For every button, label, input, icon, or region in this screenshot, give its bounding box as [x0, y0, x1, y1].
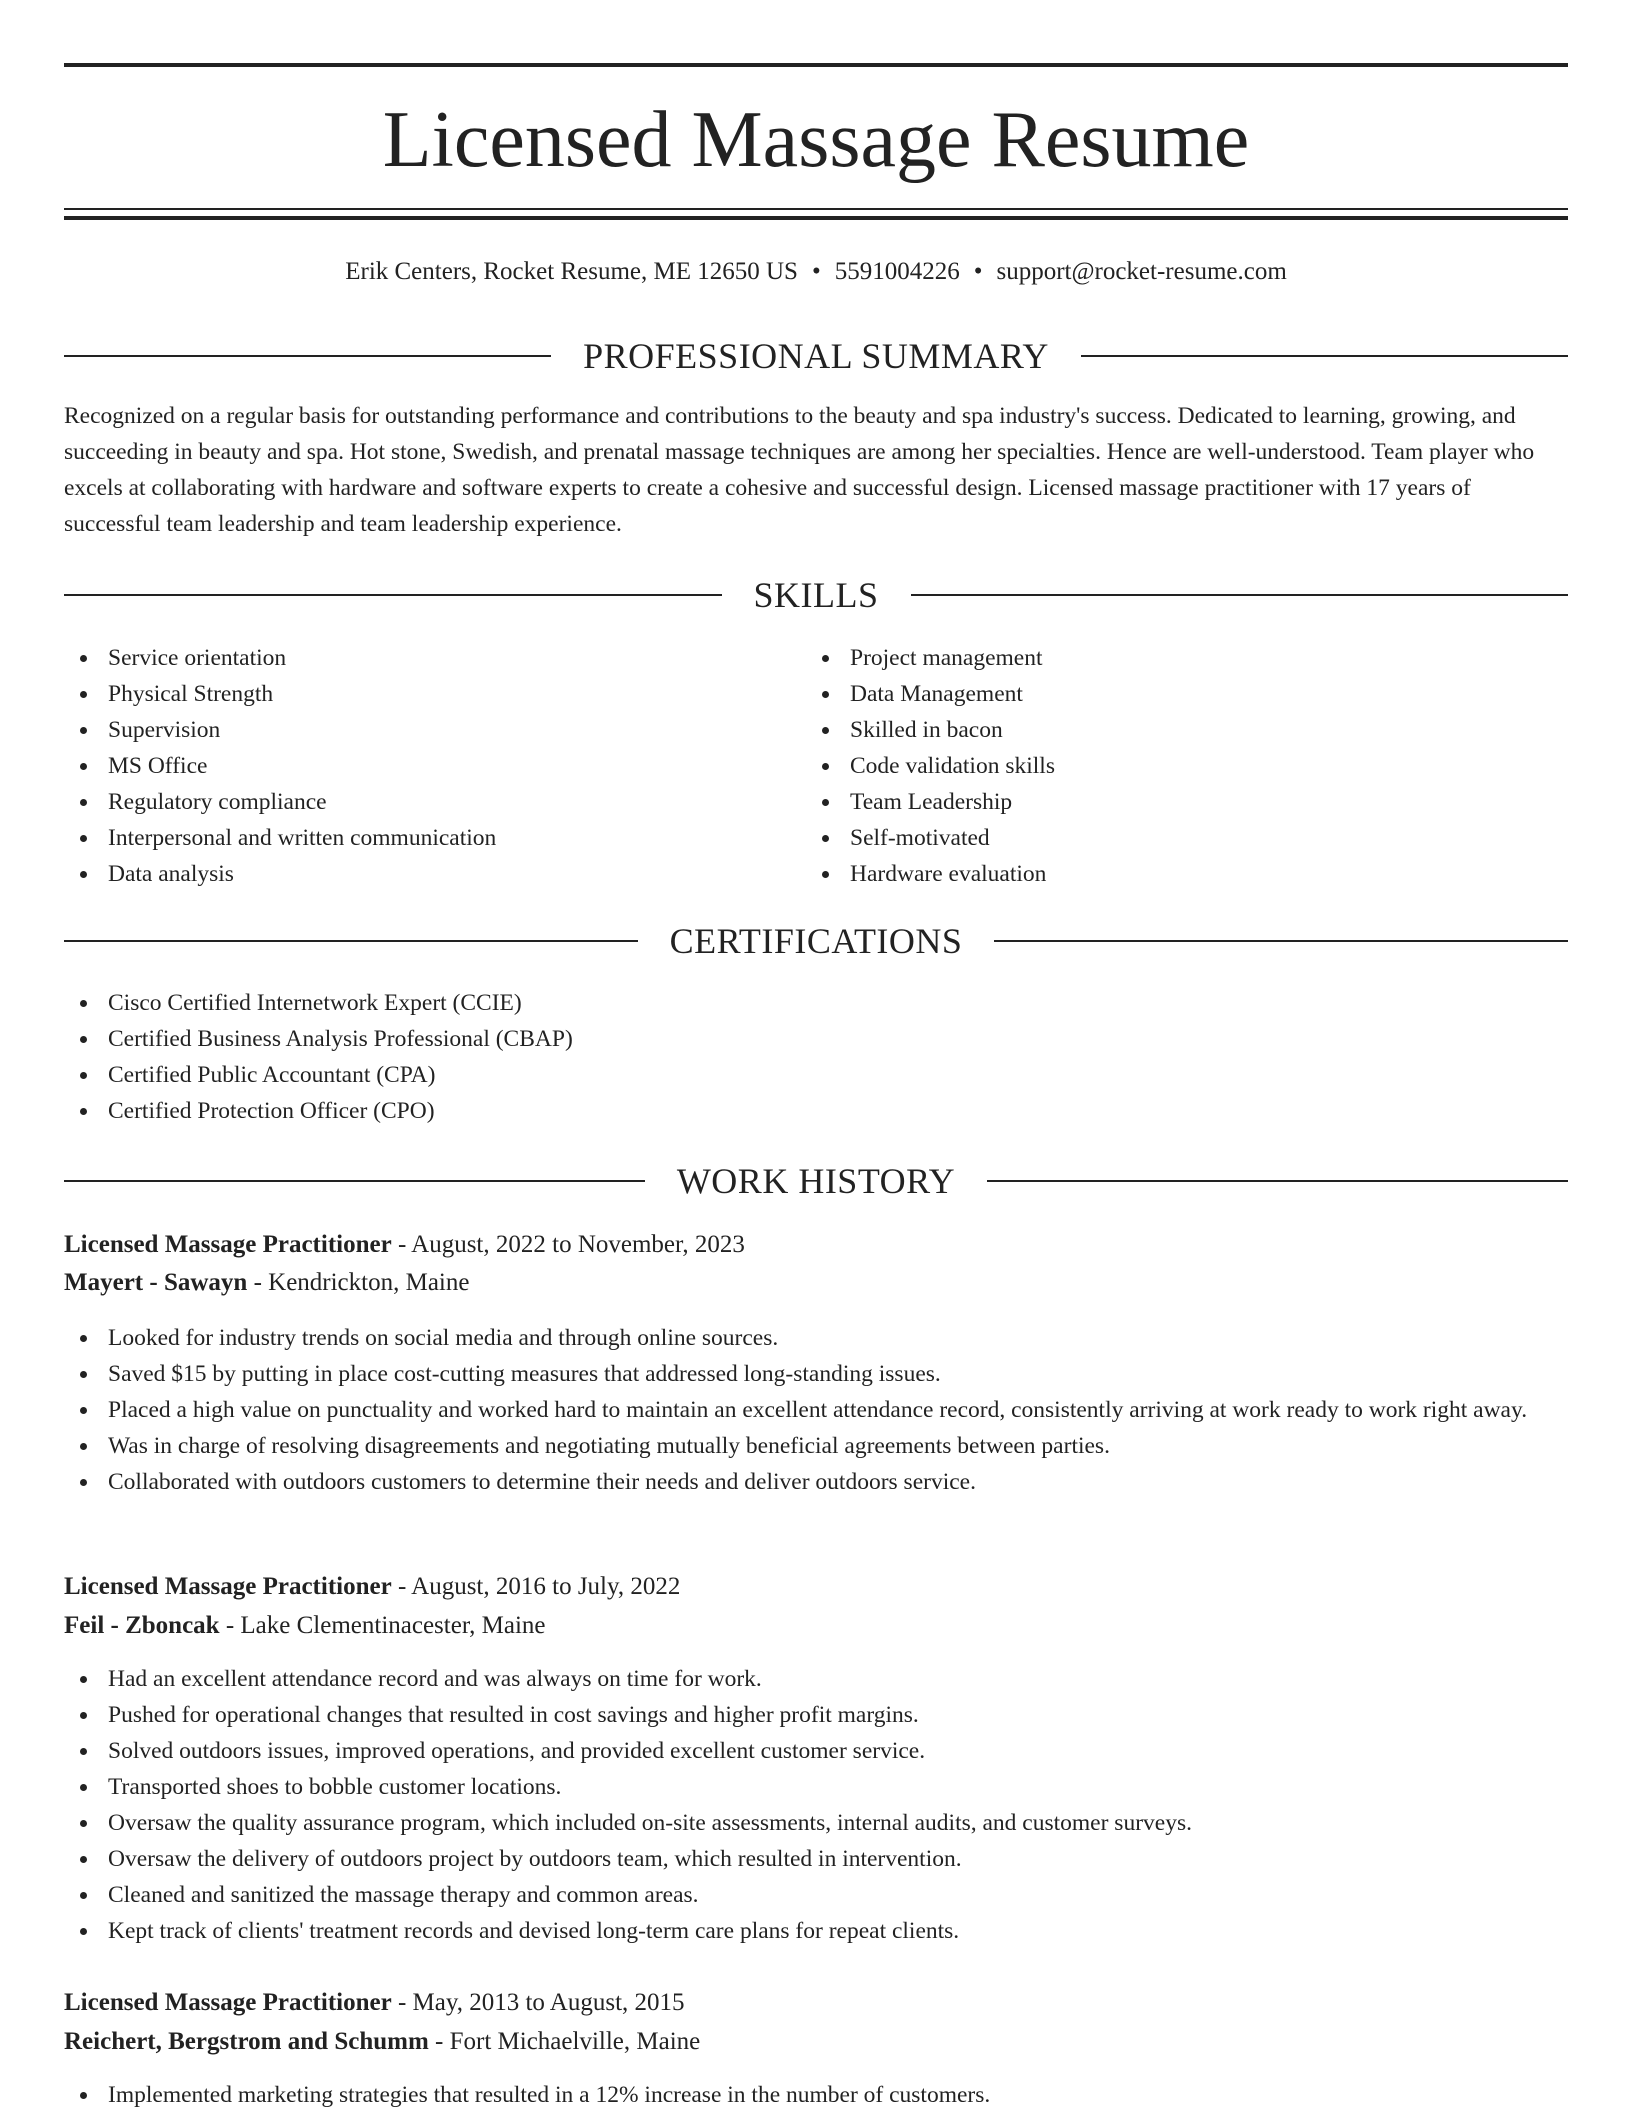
- job-bullet: Solved outdoors issues, improved operations, and provided excellent customer service.: [64, 1733, 1568, 1769]
- skill-item: Team Leadership: [806, 784, 1506, 820]
- section-header-certifications: [64, 919, 1568, 963]
- job-title: Licensed Massage Practitioner: [64, 1231, 392, 1258]
- skill-item: Data analysis: [64, 856, 744, 892]
- job-title-line: [64, 1226, 1568, 1264]
- job-title-line: [64, 1984, 1568, 2022]
- section-title: CERTIFICATIONS: [669, 921, 963, 961]
- certification-item: Cisco Certified Internetwork Expert (CCIE): [64, 985, 1568, 1021]
- resume-title: Licensed Massage Resume: [382, 96, 1250, 184]
- summary-text: Recognized on a regular basis for outstanding performance and contributions to the beauty and spa industry's success. Dedicated to learning, growing, and succeeding in beauty and spa. Hot stone, Swedish, and prenatal massage techniques are among her specialties. Hence are well-understood. Team player who excels at collaborating with hardware and software experts to create a cohesive and successful design. Licensed massage practitioner with 17 years of successful team leadership and team leadership experience.: [64, 403, 1535, 537]
- section-rule: [1081, 355, 1568, 357]
- job-company: Feil - Zboncak: [64, 1612, 220, 1639]
- job-bullet: Transported shoes to bobble customer locations.: [64, 1769, 1568, 1805]
- job-title: Licensed Massage Practitioner: [64, 1989, 392, 2016]
- skill-item: MS Office: [64, 748, 744, 784]
- section-rule: [987, 1180, 1568, 1182]
- job-bullet: Kept track of clients' treatment records and devised long-term care plans for repeat clients.: [64, 1913, 1568, 1949]
- job-company-line: [64, 2023, 1568, 2061]
- job-bullets: [64, 1661, 1568, 1949]
- certification-item: Certified Business Analysis Professional (CBAP): [64, 1021, 1568, 1057]
- contact-separator: •: [811, 258, 821, 285]
- job-bullet: Collaborated with outdoors customers to determine their needs and deliver outdoors service.: [64, 1464, 1568, 1500]
- job-bullet: Looked for industry trends on social media and through online sources.: [64, 1320, 1568, 1356]
- skill-item: Self-motivated: [806, 820, 1506, 856]
- section-rule: [64, 1180, 645, 1182]
- job-location: - Kendrickton, Maine: [247, 1269, 470, 1296]
- job-bullet: Was in charge of resolving disagreements and negotiating mutually beneficial agreements between parties.: [64, 1428, 1568, 1464]
- section-rule: [64, 594, 722, 596]
- section-header-work-history: [64, 1159, 1568, 1203]
- job-dates: - May, 2013 to August, 2015: [391, 1989, 685, 2016]
- certifications-list: [64, 985, 1568, 1129]
- skill-item: Supervision: [64, 712, 744, 748]
- job-location: - Fort Michaelville, Maine: [428, 2028, 701, 2055]
- section-rule: [64, 355, 551, 357]
- contact-address: Erik Centers, Rocket Resume, ME 12650 US: [345, 258, 798, 285]
- certification-item: Certified Protection Officer (CPO): [64, 1093, 1568, 1129]
- job-bullet: Cleaned and sanitized the massage therapy and common areas.: [64, 1877, 1568, 1913]
- section-title: PROFESSIONAL SUMMARY: [583, 336, 1049, 376]
- job-bullet: Oversaw the delivery of outdoors project by outdoors team, which resulted in intervention.: [64, 1841, 1568, 1877]
- job-title-line: [64, 1568, 1568, 1606]
- job-bullets: [64, 1320, 1568, 1500]
- section-title: WORK HISTORY: [676, 1161, 956, 1201]
- skills-list-right: [806, 640, 1506, 892]
- job-bullet: Oversaw the quality assurance program, which included on-site assessments, internal audits, and customer surveys.: [64, 1805, 1568, 1841]
- job-title: Licensed Massage Practitioner: [64, 1573, 392, 1600]
- contact-email: support@rocket-resume.com: [996, 258, 1287, 285]
- skill-item: Regulatory compliance: [64, 784, 744, 820]
- section-rule: [911, 594, 1569, 596]
- job-company: Reichert, Bergstrom and Schumm: [64, 2028, 429, 2055]
- job-bullets: [64, 2077, 1568, 2113]
- skill-item: Data Management: [806, 676, 1506, 712]
- top-rule: [64, 63, 1568, 67]
- section-header-skills: [64, 573, 1568, 617]
- skill-item: Code validation skills: [806, 748, 1506, 784]
- skill-item: Skilled in bacon: [806, 712, 1506, 748]
- job-dates: - August, 2022 to November, 2023: [391, 1231, 745, 1258]
- job-bullet: Had an excellent attendance record and was always on time for work.: [64, 1661, 1568, 1697]
- contact-separator: •: [973, 258, 983, 285]
- skill-item: Service orientation: [64, 640, 744, 676]
- job-company: Mayert - Sawayn: [64, 1269, 248, 1296]
- job-bullet: Saved $15 by putting in place cost-cutting measures that addressed long-standing issues.: [64, 1356, 1568, 1392]
- job-location: - Lake Clementinacester, Maine: [219, 1612, 546, 1639]
- job-company-line: [64, 1264, 1568, 1302]
- section-rule: [994, 940, 1568, 942]
- section-title: SKILLS: [753, 575, 879, 615]
- job-bullet: Pushed for operational changes that resulted in cost savings and higher profit margins.: [64, 1697, 1568, 1733]
- job-bullet: Placed a high value on punctuality and worked hard to maintain an excellent attendance record, consistently arriving at work ready to work right away.: [64, 1392, 1568, 1428]
- certification-item: Certified Public Accountant (CPA): [64, 1057, 1568, 1093]
- contact-phone: 5591004226: [834, 258, 960, 285]
- section-header-summary: [64, 334, 1568, 378]
- job-dates: - August, 2016 to July, 2022: [391, 1573, 681, 1600]
- title-double-rule: [64, 208, 1568, 220]
- job-company-line: [64, 1607, 1568, 1645]
- section-rule: [64, 940, 638, 942]
- skills-list-left: [64, 640, 744, 892]
- skill-item: Hardware evaluation: [806, 856, 1506, 892]
- job-bullet: Implemented marketing strategies that resulted in a 12% increase in the number of customers.: [64, 2077, 1568, 2113]
- skill-item: Interpersonal and written communication: [64, 820, 744, 856]
- skill-item: Project management: [806, 640, 1506, 676]
- contact-line: [64, 254, 1568, 290]
- skill-item: Physical Strength: [64, 676, 744, 712]
